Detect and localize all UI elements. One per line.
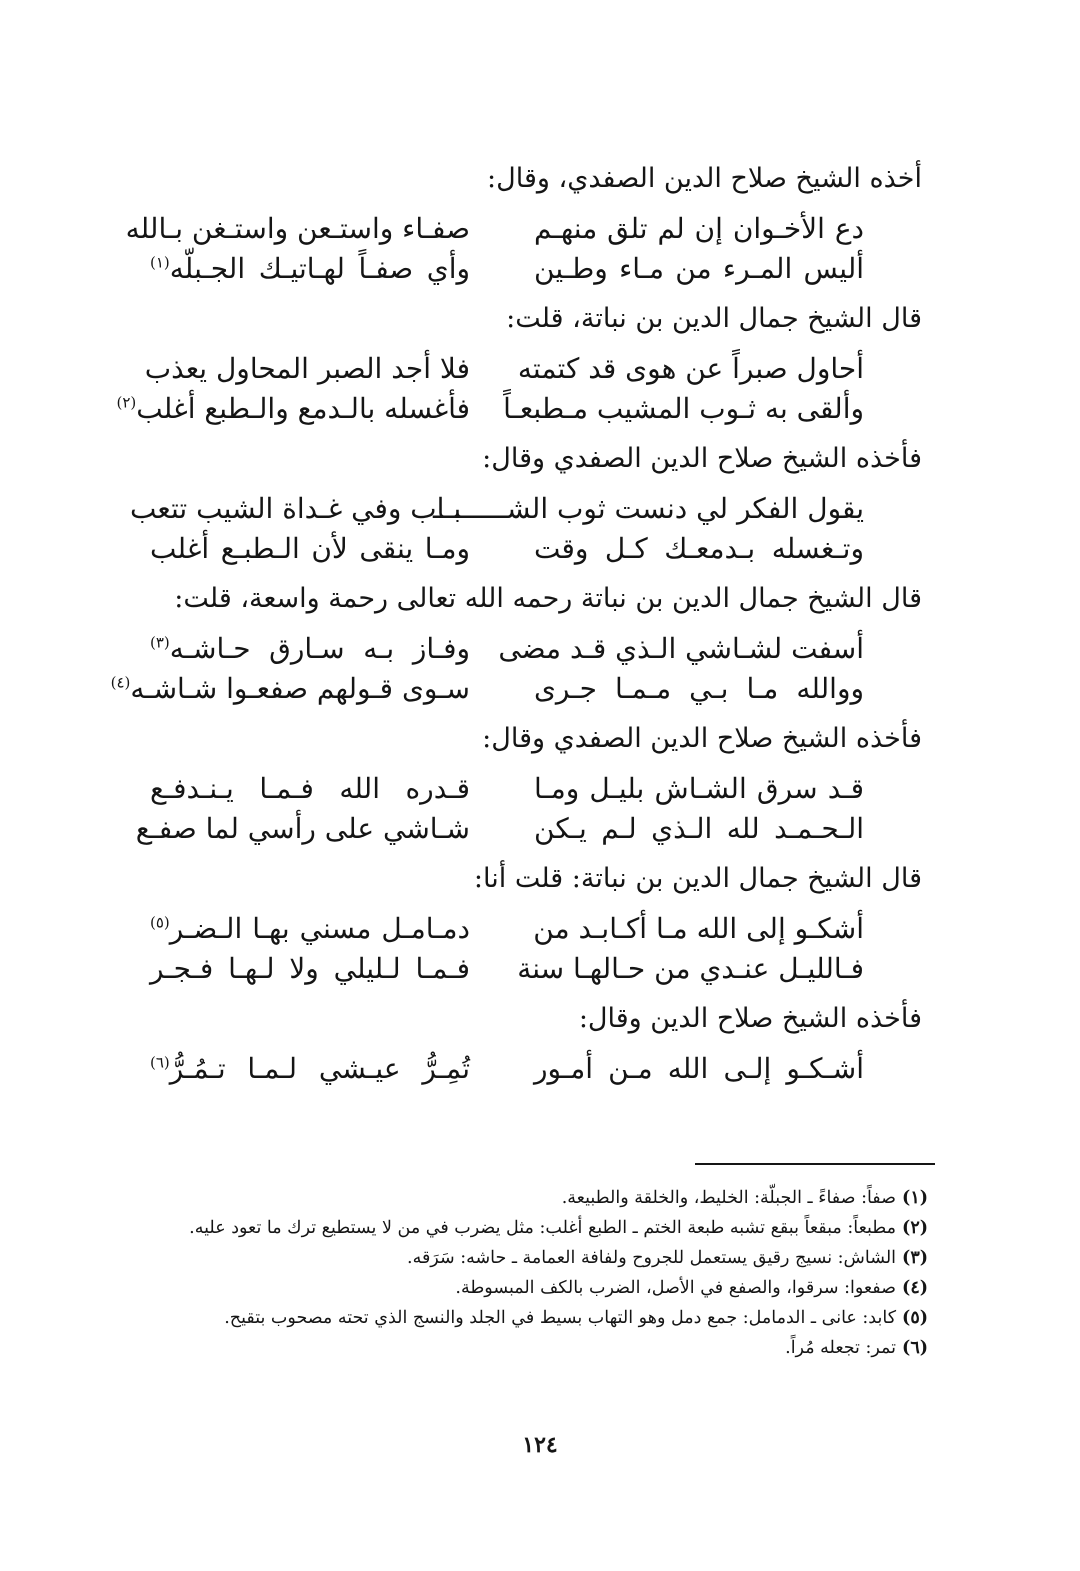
first-hemistich: ووالله مـا بـي مـمـا جـرى bbox=[534, 671, 864, 705]
second-hemistich bbox=[150, 912, 470, 945]
second-hemistich bbox=[150, 952, 470, 985]
poem bbox=[116, 348, 922, 428]
hemistich-text: تُمِـرُّ عيـشي لـمـا تـمُـرُّ bbox=[169, 1051, 470, 1085]
hemistich-text: ـبـاب وفي غـداة الشيب تتعب bbox=[129, 491, 470, 525]
footnote-marker: (٤) bbox=[110, 673, 131, 692]
footnote-text: صفاً: صفاءً ـ الجبلّة: الخليط، والخلقة والطبيعة. bbox=[561, 1188, 897, 1208]
poem bbox=[129, 488, 922, 568]
first-hemistich: وتـغسله بـدمعـك كـل وقت bbox=[534, 531, 864, 565]
verse-line bbox=[150, 1048, 922, 1088]
poem bbox=[150, 908, 922, 988]
verse-line bbox=[144, 348, 922, 388]
poem bbox=[135, 768, 922, 848]
footnote bbox=[110, 1273, 928, 1303]
footnote bbox=[110, 1303, 928, 1333]
hemistich-text: وأي صفـاً لهـاتيـك الجـبلّه bbox=[169, 251, 470, 285]
verse-line bbox=[150, 908, 922, 948]
hemistich-text: شـاشي على رأسي لما صفـع bbox=[135, 811, 470, 845]
hemistich-text: فلا أجد الصبر المحاول يعذب bbox=[144, 351, 470, 385]
verse-line bbox=[150, 948, 922, 988]
footnotes bbox=[110, 1183, 928, 1363]
verse-line bbox=[110, 668, 922, 708]
first-hemistich: أشـكـو إلـى الله مـن أمـور bbox=[534, 1051, 864, 1085]
footnote bbox=[110, 1333, 928, 1363]
hemistich-text: صفـاء واستـعن واستـغن بـالله bbox=[125, 211, 470, 245]
first-hemistich: دع الأخـوان إن لم تلق منهـم bbox=[534, 211, 864, 245]
footnote-marker: (٣) bbox=[150, 633, 170, 652]
hemistich-text: فأغسله بالـدمع والـطبع أغلب bbox=[136, 391, 470, 425]
first-hemistich: أسفت لشـاشي الـذي قـد مضى bbox=[498, 631, 864, 665]
footnote bbox=[110, 1213, 928, 1243]
second-hemistich bbox=[150, 772, 470, 805]
second-hemistich bbox=[144, 351, 470, 385]
verse-line bbox=[116, 388, 922, 428]
poem bbox=[110, 628, 922, 708]
footnote-text: الشاش: نسيج رقيق يستعمل للجروح ولفافة العمامة ـ حاشه: سَرَقه. bbox=[407, 1248, 897, 1268]
hemistich-text: سـوى قـولهم صفعـوا شـاشـه bbox=[130, 671, 470, 705]
footnote-divider bbox=[695, 1163, 935, 1165]
footnote-number: (٥) bbox=[902, 1308, 928, 1328]
hemistich-text: وفـاز بـه سـارق حـاشـه bbox=[169, 631, 470, 665]
second-hemistich bbox=[150, 532, 470, 565]
first-hemistich: فـالليـل عنـدي من حـالهـا سنة bbox=[517, 951, 864, 985]
footnote-number: (١) bbox=[902, 1188, 928, 1208]
footnote bbox=[110, 1243, 928, 1273]
footnote-marker: (١) bbox=[150, 253, 170, 272]
second-hemistich bbox=[150, 632, 470, 665]
hemistich-text: ومـا ينقى لأن الـطبـع أغلب bbox=[150, 531, 470, 565]
footnote-marker: (٥) bbox=[150, 913, 170, 932]
second-hemistich bbox=[129, 491, 470, 525]
footnote bbox=[110, 1183, 928, 1213]
second-hemistich bbox=[150, 1052, 470, 1085]
verse-line bbox=[150, 768, 922, 808]
section-intro: قال الشيخ جمال الدين بن نباتة، قلت: bbox=[506, 303, 922, 334]
footnote-text: مطبعاً: مبقعاً ببقع تشبه طبعة الختم ـ الطبع أغلب: مثل يضرب في من لا يستطيع ترك ما تعود عليه. bbox=[189, 1218, 897, 1238]
footnote-number: (٤) bbox=[902, 1278, 928, 1298]
footnote-number: (٦) bbox=[902, 1338, 928, 1358]
verse-line bbox=[150, 528, 922, 568]
footnote-text: تمر: تجعله مُراً. bbox=[785, 1338, 897, 1358]
main-text bbox=[110, 160, 922, 1100]
first-hemistich: أليس المـرء من مـاء وطـين bbox=[534, 251, 864, 285]
first-hemistich: أشكـو إلى الله مـا أكـابـد من bbox=[533, 911, 864, 945]
verse-line bbox=[129, 488, 922, 528]
section-intro: فأخذه الشيخ صلاح الدين الصفدي وقال: bbox=[482, 443, 922, 474]
footnote-marker: (٢) bbox=[116, 393, 137, 412]
section-intro: فأخذه الشيخ صلاح الدين وقال: bbox=[578, 1003, 922, 1034]
first-hemistich: أحاول صبراً عن هوى قد كتمته bbox=[517, 351, 864, 385]
section-intro: أخذه الشيخ صلاح الدين الصفدي، وقال: bbox=[487, 163, 922, 194]
verse-line bbox=[125, 208, 922, 248]
section-intro: قال الشيخ جمال الدين بن نباتة رحمه الله تعالى رحمة واسعة، قلت: bbox=[174, 583, 922, 614]
first-hemistich: قـد سرق الشـاش بليـل ومـا bbox=[534, 771, 864, 805]
poem bbox=[125, 208, 922, 288]
section-intro: فأخذه الشيخ صلاح الدين الصفدي وقال: bbox=[482, 723, 922, 754]
first-hemistich: وألقى به ثـوب المشيب مـطبعـاً bbox=[503, 391, 864, 425]
hemistich-text: قـدره الله فـمـا يـنـدفـع bbox=[150, 771, 470, 805]
footnote-number: (٣) bbox=[902, 1248, 928, 1268]
second-hemistich bbox=[150, 252, 470, 285]
second-hemistich bbox=[116, 391, 470, 425]
second-hemistich bbox=[125, 211, 470, 245]
footnote-marker: (٦) bbox=[150, 1053, 170, 1072]
page-number: ١٢٤ bbox=[522, 1432, 558, 1458]
footnote-text: كابد: عانى ـ الدمامل: جمع دمل وهو التهاب بسيط في الجلد والنسج الذي تحته مصحوب بتقيح. bbox=[224, 1308, 897, 1328]
verse-line bbox=[135, 808, 922, 848]
verse-line bbox=[150, 248, 922, 288]
second-hemistich bbox=[110, 671, 470, 705]
verse-line bbox=[150, 628, 922, 668]
hemistich-text: دمـامـل مسني بهـا الـضـر bbox=[169, 911, 470, 945]
section-intro: قال الشيخ جمال الدين بن نباتة: قلت أنا: bbox=[473, 863, 922, 894]
first-hemistich: الـحـمـد لله الـذي لـم يـكن bbox=[534, 811, 864, 845]
hemistich-text: فـمـا لـليلي ولا لـهـا فـجـر bbox=[150, 951, 470, 985]
poem bbox=[150, 1048, 922, 1088]
footnote-text: صفعوا: سرقوا، والصفع في الأصل، الضرب بالكف المبسوطة. bbox=[455, 1278, 897, 1298]
second-hemistich bbox=[135, 811, 470, 845]
footnote-number: (٢) bbox=[902, 1218, 928, 1238]
first-hemistich: يقول الفكر لي دنست ثوب الشـــــــــ bbox=[433, 491, 864, 525]
